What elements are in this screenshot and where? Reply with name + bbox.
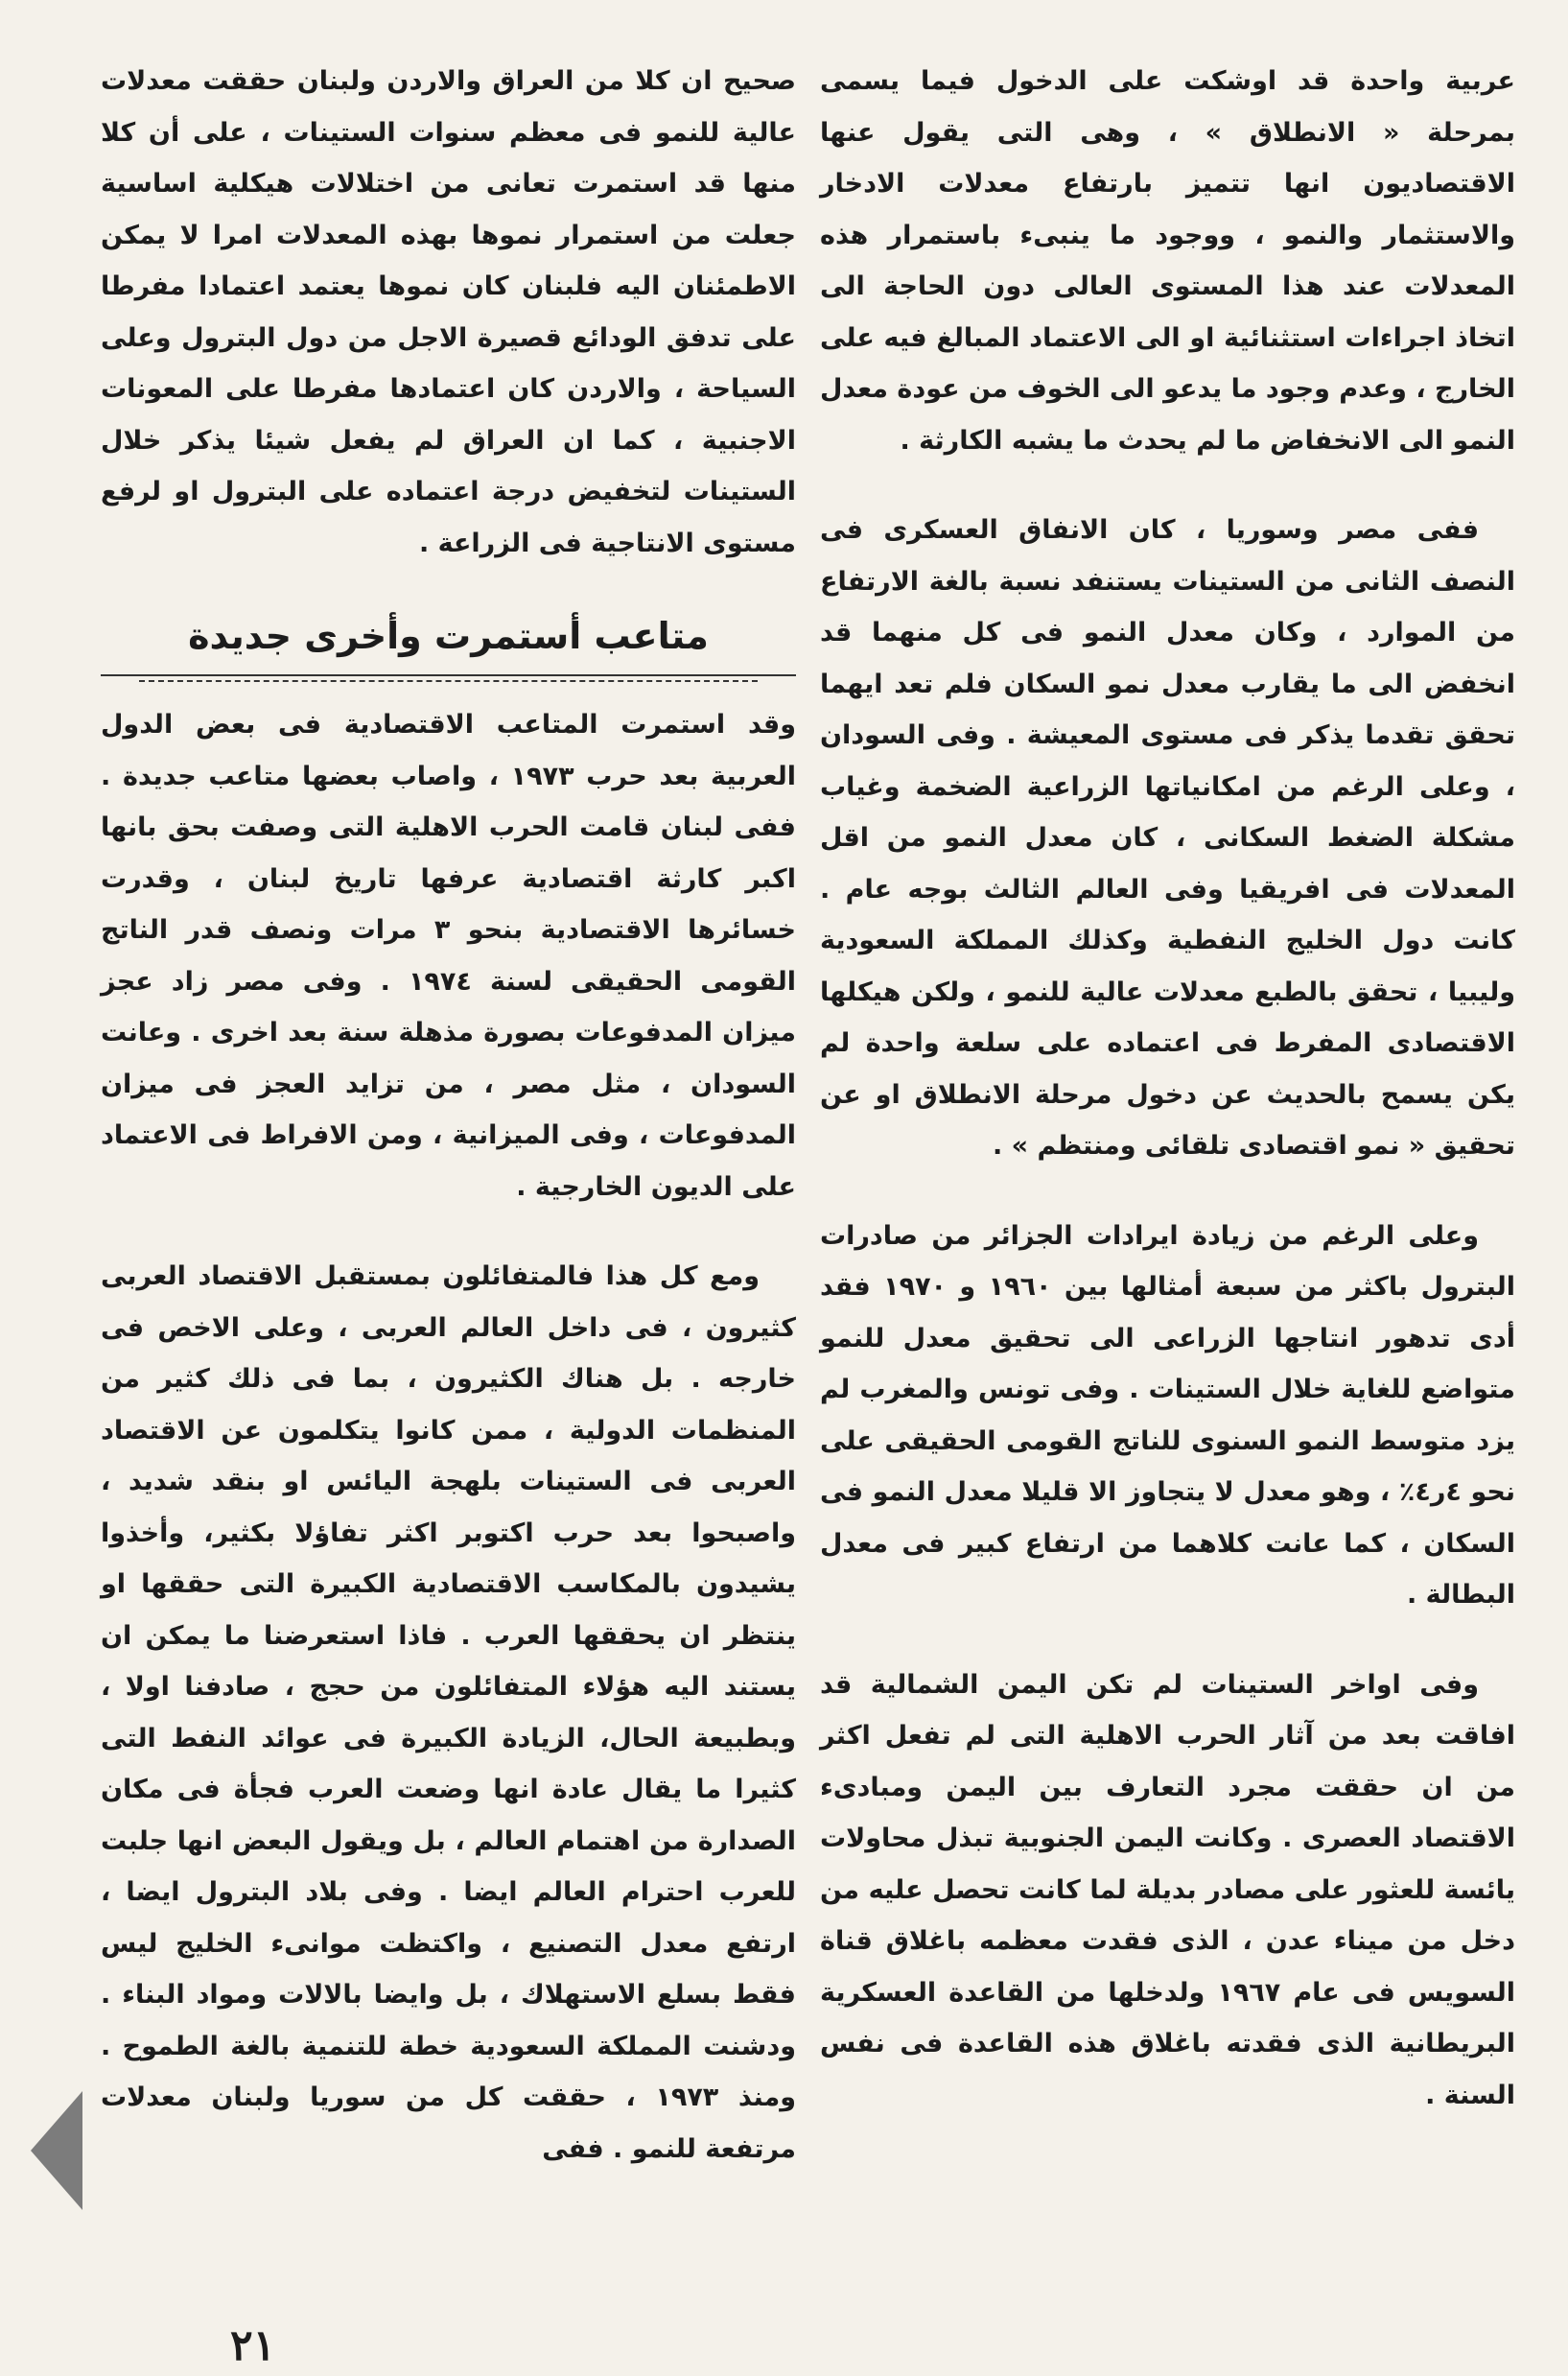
left-triangle-arrow-icon[interactable] — [31, 2091, 82, 2210]
right-column — [820, 56, 1515, 2159]
left-column — [101, 56, 796, 2213]
right-paragraph-3: وعلى الرغم من زيادة ايرادات الجزائر من صادرات البترول باكثر من سبعة أمثالها بين ١٩٦٠ و ١٩٧٠ فقد أدى تدهور انتاجها الزراعى الى تحقيق معدل للنمو متواضع للغاية خلال الستينات . وفى تونس والمغرب لم يزد متوسط النمو السنوى للناتج القومى الحقيقى على نحو ٤ر٤٪ ، وهو معدل لا يتجاوز الا قليلا معدل النمو فى السكان ، كما عانت كلاهما من ارتفاع كبير فى معدل البطالة . — [820, 1220, 1516, 1610]
left-paragraph-2: وقد استمرت المتاعب الاقتصادية فى بعض الدول العربية بعد حرب ١٩٧٣ ، واصاب بعضها متاعب جديدة . ففى لبنان قامت الحرب الاهلية التى وصفت بحق بانها اكبر كارثة اقتصادية عرفها تاريخ لبنان ، وقدرت خسائرها الاقتصادية بنحو ٣ مرات ونصف قدر الناتج القومى الحقيقى لسنة ١٩٧٤ . وفى مصر زاد عجز ميزان المدفوعات بصورة مذهلة سنة بعد اخرى . وعانت السودان ، مثل مصر ، من تزايد العجز فى ميزان المدفوعات ، وفى الميزانية ، ومن الافراط فى الاعتماد على الديون الخارجية . — [101, 710, 797, 1202]
right-paragraph-4: وفى اواخر الستينات لم تكن اليمن الشمالية قد افاقت بعد من آثار الحرب الاهلية التى لم تفعل اكثر من ان حققت مجرد التعارف بين اليمن ومبادىء الاقتصاد العصرى . وكانت اليمن الجنوبية تبذل محاولات يائسة للعثور على مصادر بديلة لما كانت تحصل عليه من دخل من ميناء عدن ، الذى فقدت معظمه باغلاق قناة السويس فى عام ١٩٦٧ ولدخلها من القاعدة العسكرية البريطانية الذى فقدته باغلاق هذه القاعدة فى نفس السنة . — [820, 1669, 1515, 2110]
page-number: ٢١ — [230, 2321, 276, 2370]
left-paragraph-1: صحيح ان كلا من العراق والاردن ولبنان حققت معدلات عالية للنمو فى معظم سنوات الستينات ، على أن كلا منها قد استمرت تعانى من اختلالات هيكلية اساسية جعلت من استمرار نموها بهذه المعدلات امرا لا يمكن الاطمئنان اليه فلبنان كان نموها يعتمد اعتمادا مفرطا على تدفق الودائع قصيرة الاجل من دول البترول وعلى السياحة ، والاردن كان اعتمادها مفرطا على المعونات الاجنبية ، كما ان العراق لم يفعل شيئا يذكر خلال الستينات لتخفيض درجة اعتماده على البترول او لرفع مستوى الانتاجية فى الزراعة . — [101, 66, 796, 558]
left-paragraph-3: ومع كل هذا فالمتفائلون بمستقبل الاقتصاد العربى كثيرون ، فى داخل العالم العربى ، وعلى الاخص فى خارجه . بل هناك الكثيرون ، بما فى ذلك كثير من المنظمات الدولية ، ممن كانوا يتكلمون عن الاقتصاد العربى فى الستينات بلهجة اليائس او بنقد شديد ، واصبحوا بعد حرب اكتوبر اكثر تفاؤلا بكثير، وأخذوا يشيدون بالمكاسب الاقتصادية الكبيرة التى حققها او ينتظر ان يحققها العرب . فاذا استعرضنا ما يمكن ان يستند اليه هؤلاء المتفائلون من حجج ، صادفنا اولا ، وبطبيعة الحال، الزيادة الكبيرة فى عوائد النفط التى كثيرا ما يقال عادة انها وضعت العرب فجأة فى مكان الصدارة من اهتمام العالم ، بل ويقول البعض انها جلبت للعرب احترام العالم ايضا . وفى بلاد البترول ايضا ، ارتفع معدل التصنيع ، واكتظت موانىء الخليج ليس فقط بسلع الاستهلاك ، بل وايضا بالالات ومواد البناء . ودشنت المملكة السعودية خطة للتنمية بالغة الطموح . ومنذ ١٩٧٣ ، حققت كل من سوريا ولبنان معدلات مرتفعة للنمو . ففى — [101, 1261, 796, 2164]
right-paragraph-1: عربية واحدة قد اوشكت على الدخول فيما يسمى بمرحلة « الانطلاق » ، وهى التى يقول عنها الاقتصاديون انها تتميز بارتفاع معدلات الادخار والاستثمار والنمو ، ووجود ما ينبىء باستمرار هذه المعدلات عند هذا المستوى العالى دون الحاجة الى اتخاذ اجراءات استثنائية او الى الاعتماد المبالغ فيه على الخارج ، وعدم وجود ما يدعو الى الخوف من عودة معدل النمو الى الانخفاض ما لم يحدث ما يشبه الكارثة . — [820, 66, 1515, 456]
right-paragraph-2: ففى مصر وسوريا ، كان الانفاق العسكرى فى النصف الثانى من الستينات يستنفد نسبة بالغة الارتفاع من الموارد ، وكان معدل النمو فى كل منهما قد انخفض الى ما يقارب معدل نمو السكان فلم تعد ايهما تحقق تقدما يذكر فى مستوى المعيشة . وفى السودان ، وعلى الرغم من امكانياتها الزراعية الضخمة وغياب مشكلة الضغط السكانى ، كان معدل النمو من اقل المعدلات فى افريقيا وفى العالم الثالث بوجه عام . كانت دول الخليج النفطية وكذلك المملكة السعودية وليبيا ، تحقق بالطبع معدلات عالية للنمو ، ولكن هيكلها الاقتصادى المفرط فى اعتماده على سلعة واحدة لم يكن يسمح بالحديث عن دخول مرحلة الانطلاق او عن تحقيق « نمو اقتصادى تلقائى ومنتظم » . — [820, 515, 1515, 1161]
section-heading: متاعب أستمرت وأخرى جديدة — [101, 607, 796, 676]
